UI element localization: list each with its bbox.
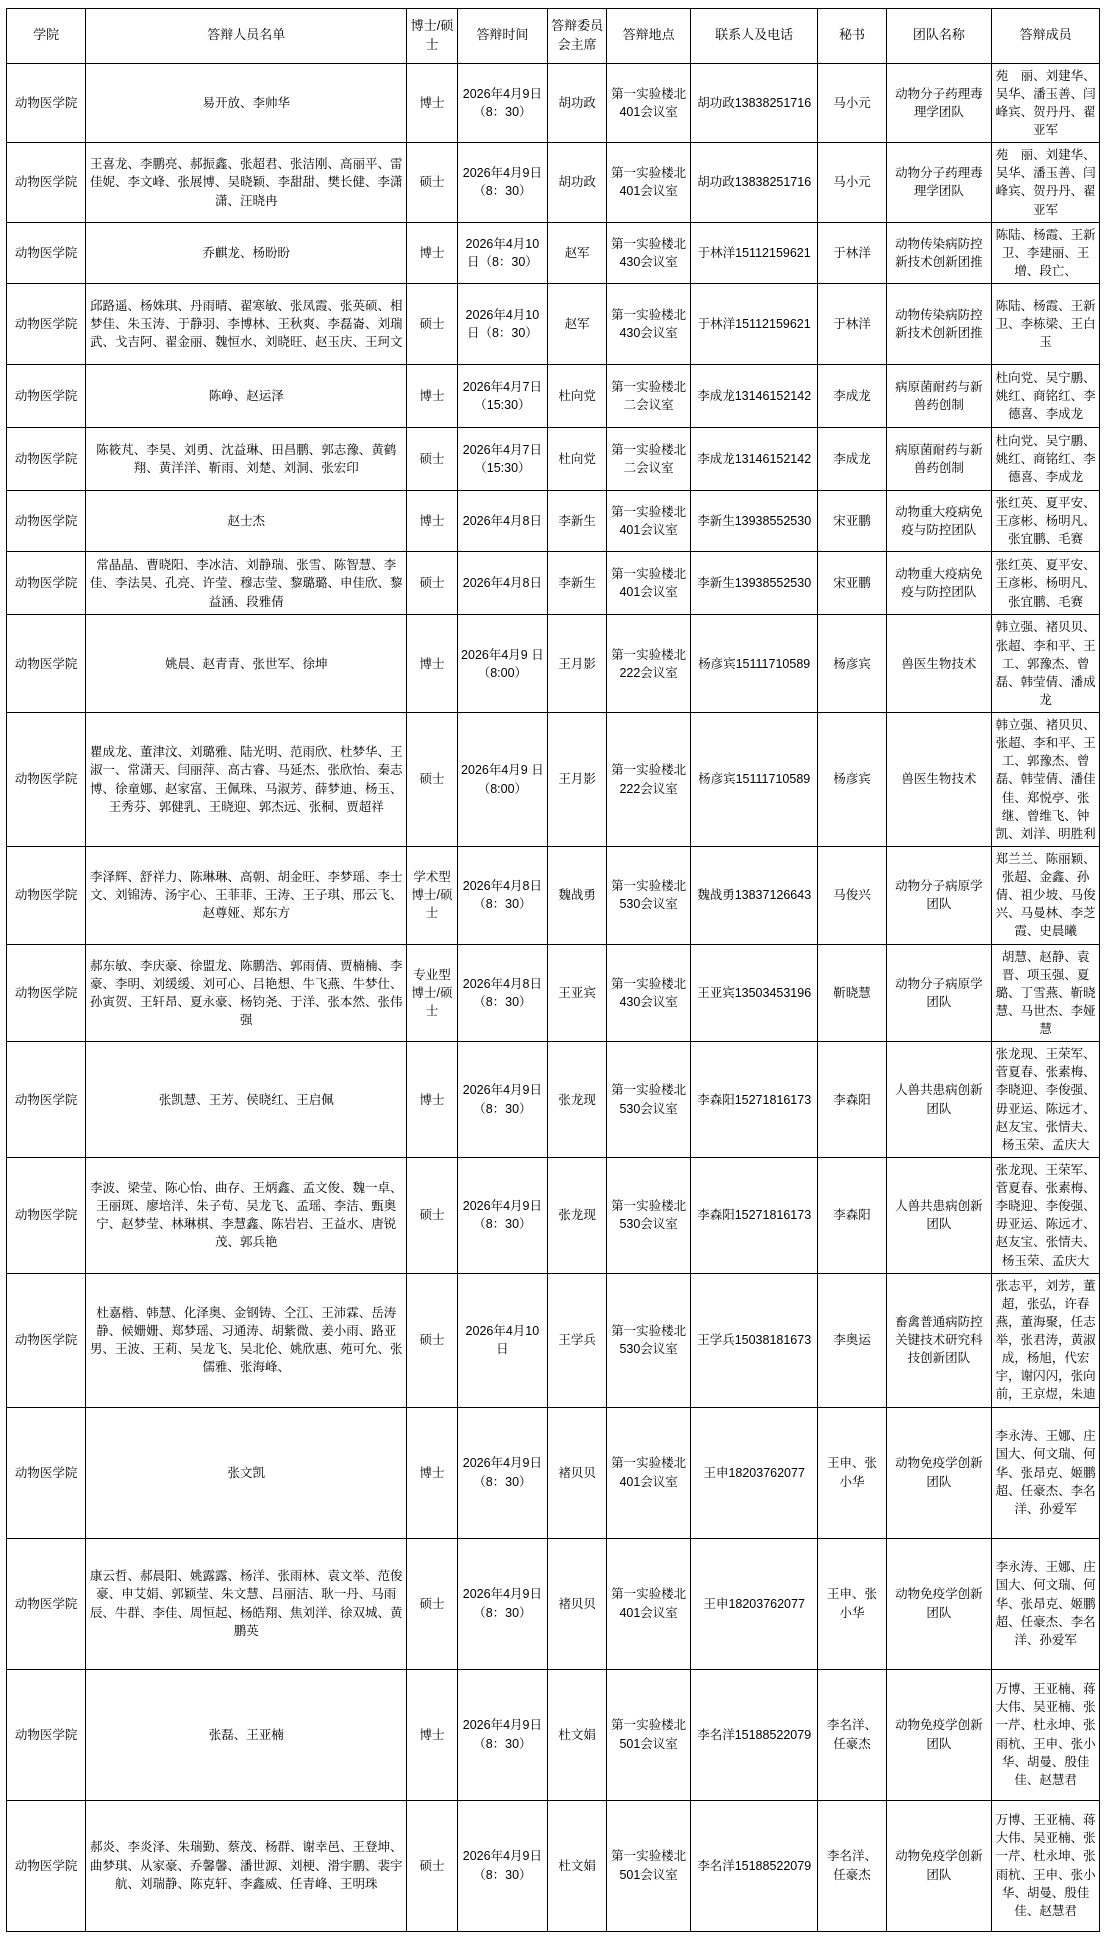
cell-degree: 博士	[407, 1669, 458, 1800]
cell-degree: 博士	[407, 1407, 458, 1538]
header-college: 学院	[7, 9, 86, 64]
cell-time: 2026年4月9日（8：30）	[457, 1669, 547, 1800]
table-row	[7, 552, 1100, 615]
cell-time: 2026年4月10日	[457, 1273, 547, 1407]
cell-time: 2026年4月9日（8：30）	[457, 1042, 547, 1158]
cell-place: 第一实验楼北530会议室	[607, 1157, 691, 1273]
cell-secretary: 李森阳	[818, 1157, 886, 1273]
header-members: 答辩成员	[992, 9, 1100, 64]
cell-place: 第一实验楼北401会议室	[607, 491, 691, 552]
cell-secretary: 马小元	[818, 143, 886, 223]
thesis-defense-table	[6, 8, 1100, 1932]
cell-team: 病原菌耐药与新兽药创制	[886, 428, 992, 491]
cell-contact: 李新生13938552530	[690, 552, 818, 615]
cell-students: 张文凯	[86, 1407, 407, 1538]
cell-members: 胡慧、赵静、袁晋、项玉强、夏璐、丁雪燕、靳晓慧、马世杰、李娅慧	[992, 944, 1100, 1042]
table-row	[7, 1273, 1100, 1407]
cell-time: 2026年4月9 日（8:00）	[457, 713, 547, 847]
cell-contact: 王申18203762077	[690, 1538, 818, 1669]
cell-contact: 李森阳15271816173	[690, 1042, 818, 1158]
table-row	[7, 944, 1100, 1042]
cell-college: 动物医学院	[7, 1273, 86, 1407]
cell-time: 2026年4月10日（8：30）	[457, 222, 547, 283]
cell-secretary: 马俊兴	[818, 846, 886, 944]
cell-students: 王喜龙、李鹏亮、郝振鑫、张超君、张洁刚、高丽平、雷佳妮、李文峰、张展博、吴晓颖、李甜甜、樊长健、李潇潇、汪晓冉	[86, 143, 407, 223]
header-team: 团队名称	[886, 9, 992, 64]
cell-place: 第一实验楼北430会议室	[607, 222, 691, 283]
cell-secretary: 李名洋、任豪杰	[818, 1800, 886, 1931]
cell-college: 动物医学院	[7, 1800, 86, 1931]
table-row	[7, 846, 1100, 944]
cell-college: 动物医学院	[7, 222, 86, 283]
cell-chair: 杜向党	[547, 428, 606, 491]
cell-place: 第一实验楼北222会议室	[607, 713, 691, 847]
cell-students: 赵士杰	[86, 491, 407, 552]
cell-members: 万博、王亚楠、蒋大伟、吴亚楠、张一芹、杜永坤、张雨杭、王申、张小华、胡曼、殷佳佳、赵慧君	[992, 1669, 1100, 1800]
cell-team: 兽医生物技术	[886, 615, 992, 713]
cell-place: 第一实验楼北501会议室	[607, 1800, 691, 1931]
table-row	[7, 143, 1100, 223]
table-row	[7, 491, 1100, 552]
cell-time: 2026年4月9日（8：30）	[457, 1157, 547, 1273]
cell-college: 动物医学院	[7, 846, 86, 944]
cell-college: 动物医学院	[7, 944, 86, 1042]
cell-college: 动物医学院	[7, 491, 86, 552]
cell-team: 动物分子病原学团队	[886, 944, 992, 1042]
table-body	[7, 63, 1100, 1931]
cell-chair: 张龙现	[547, 1042, 606, 1158]
cell-contact: 李新生13938552530	[690, 491, 818, 552]
cell-students: 康云哲、郝晨阳、姚露露、杨洋、张雨林、袁文举、范俊豪、申艾娟、郭颖莹、朱文慧、吕丽洁、耿一丹、马雨辰、牛群、李佳、周恒起、杨皓翔、焦刘洋、徐双城、黄鹏英	[86, 1538, 407, 1669]
cell-members: 李永涛、王娜、庄国大、何文瑞、何华、张昂克、姬鹏超、任豪杰、李名洋、孙爱军	[992, 1538, 1100, 1669]
cell-contact: 胡功政13838251716	[690, 143, 818, 223]
cell-team: 动物分子药理毒理学团队	[886, 63, 992, 143]
cell-team: 人兽共患病创新团队	[886, 1042, 992, 1158]
cell-students: 李泽辉、舒祥力、陈琳琳、高朝、胡金旺、李梦瑶、李士文、刘锦涛、汤宇心、王菲菲、王涛、王子琪、邢云飞、赵尊娅、郑东方	[86, 846, 407, 944]
cell-secretary: 李名洋、任豪杰	[818, 1669, 886, 1800]
cell-college: 动物医学院	[7, 1157, 86, 1273]
cell-students: 瞿成龙、董津汶、刘璐雅、陆光明、范雨欣、杜梦华、王淑一、常潇天、闫丽萍、高古睿、马延杰、张欣怡、秦志博、徐童娜、赵家富、王佩珠、马淑芳、薛梦迪、杨玉、王秀芬、郭健乳、王晓迎、郭杰远、张桐、贾超祥	[86, 713, 407, 847]
cell-students: 张凯慧、王芳、侯晓红、王启佩	[86, 1042, 407, 1158]
cell-team: 动物免疫学创新团队	[886, 1407, 992, 1538]
cell-chair: 王亚宾	[547, 944, 606, 1042]
cell-degree: 硕士	[407, 284, 458, 365]
cell-time: 2026年4月9日（8：30）	[457, 1538, 547, 1669]
cell-chair: 杜向党	[547, 365, 606, 428]
cell-secretary: 杨彦宾	[818, 713, 886, 847]
cell-members: 陈陆、杨霞、王新卫、李建丽、王增、段亡、	[992, 222, 1100, 283]
table-row	[7, 222, 1100, 283]
header-time: 答辩时间	[457, 9, 547, 64]
cell-members: 杜向党、吴宁鹏、姚红、商铭红、李德喜、李成龙	[992, 428, 1100, 491]
cell-contact: 李成龙13146152142	[690, 428, 818, 491]
cell-college: 动物医学院	[7, 552, 86, 615]
cell-chair: 王学兵	[547, 1273, 606, 1407]
cell-time: 2026年4月7日（15:30）	[457, 365, 547, 428]
cell-secretary: 李成龙	[818, 428, 886, 491]
cell-degree: 博士	[407, 1042, 458, 1158]
cell-contact: 王学兵15038181673	[690, 1273, 818, 1407]
cell-contact: 李名洋15188522079	[690, 1669, 818, 1800]
cell-members: 万博、王亚楠、蒋大伟、吴亚楠、张一芹、杜永坤、张雨杭、王申、张小华、胡曼、殷佳佳、赵慧君	[992, 1800, 1100, 1931]
cell-college: 动物医学院	[7, 365, 86, 428]
cell-chair: 褚贝贝	[547, 1538, 606, 1669]
cell-degree: 硕士	[407, 1800, 458, 1931]
cell-team: 病原菌耐药与新兽药创制	[886, 365, 992, 428]
cell-college: 动物医学院	[7, 1407, 86, 1538]
table-row	[7, 1042, 1100, 1158]
cell-time: 2026年4月9日（8：30）	[457, 143, 547, 223]
cell-team: 兽医生物技术	[886, 713, 992, 847]
cell-team: 动物重大疫病免疫与防控团队	[886, 491, 992, 552]
cell-students: 杜嘉楷、韩慧、化泽奥、金钢铸、仝江、王沛霖、岳涛静、候姗姗、郑梦瑶、习通涛、胡紫微、姜小雨、路亚男、王波、王莉、吴龙飞、吴北伦、姚欣惠、苑可允、张儒雅、张海峰、	[86, 1273, 407, 1407]
cell-time: 2026年4月8日（8：30）	[457, 944, 547, 1042]
cell-place: 第一实验楼北501会议室	[607, 1669, 691, 1800]
table-row	[7, 713, 1100, 847]
cell-students: 姚晨、赵青青、张世军、徐坤	[86, 615, 407, 713]
cell-time: 2026年4月9日（8：30）	[457, 1407, 547, 1538]
cell-contact: 魏战勇13837126643	[690, 846, 818, 944]
cell-time: 2026年4月10日（8：30）	[457, 284, 547, 365]
cell-college: 动物医学院	[7, 1538, 86, 1669]
cell-time: 2026年4月9日（8：30）	[457, 1800, 547, 1931]
cell-degree: 硕士	[407, 1273, 458, 1407]
cell-college: 动物医学院	[7, 143, 86, 223]
cell-contact: 王亚宾13503453196	[690, 944, 818, 1042]
cell-degree: 博士	[407, 63, 458, 143]
cell-degree: 专业型博士/硕士	[407, 944, 458, 1042]
cell-members: 苑 丽、刘建华、吴华、潘玉善、闫峰宾、贺丹丹、翟亚军	[992, 63, 1100, 143]
table-row	[7, 284, 1100, 365]
table-row	[7, 365, 1100, 428]
cell-members: 张红英、夏平安、王彦彬、杨明凡、张宜鹏、毛赛	[992, 491, 1100, 552]
cell-degree: 硕士	[407, 1157, 458, 1273]
cell-place: 第一实验楼北401会议室	[607, 1407, 691, 1538]
cell-chair: 褚贝贝	[547, 1407, 606, 1538]
cell-chair: 赵军	[547, 284, 606, 365]
cell-place: 第一实验楼北401会议室	[607, 143, 691, 223]
cell-contact: 王申18203762077	[690, 1407, 818, 1538]
cell-team: 动物重大疫病免疫与防控团队	[886, 552, 992, 615]
cell-members: 张红英、夏平安、王彦彬、杨明凡、张宜鹏、毛赛	[992, 552, 1100, 615]
cell-time: 2026年4月8日	[457, 552, 547, 615]
cell-secretary: 杨彦宾	[818, 615, 886, 713]
cell-secretary: 李成龙	[818, 365, 886, 428]
cell-chair: 张龙现	[547, 1157, 606, 1273]
cell-secretary: 马小元	[818, 63, 886, 143]
cell-secretary: 宋亚鹏	[818, 552, 886, 615]
cell-team: 动物免疫学创新团队	[886, 1538, 992, 1669]
cell-chair: 杜文娟	[547, 1800, 606, 1931]
cell-chair: 魏战勇	[547, 846, 606, 944]
cell-contact: 杨彦宾15111710589	[690, 615, 818, 713]
cell-chair: 李新生	[547, 491, 606, 552]
cell-time: 2026年4月7日（15:30）	[457, 428, 547, 491]
cell-degree: 博士	[407, 222, 458, 283]
cell-degree: 硕士	[407, 143, 458, 223]
cell-chair: 杜文娟	[547, 1669, 606, 1800]
cell-place: 第一实验楼北430会议室	[607, 284, 691, 365]
cell-secretary: 靳晓慧	[818, 944, 886, 1042]
cell-contact: 李名洋15188522079	[690, 1800, 818, 1931]
cell-place: 第一实验楼北二会议室	[607, 428, 691, 491]
cell-time: 2026年4月9 日（8:00）	[457, 615, 547, 713]
cell-secretary: 李奥运	[818, 1273, 886, 1407]
cell-place: 第一实验楼北222会议室	[607, 615, 691, 713]
cell-college: 动物医学院	[7, 284, 86, 365]
cell-contact: 李成龙13146152142	[690, 365, 818, 428]
cell-contact: 杨彦宾15111710589	[690, 713, 818, 847]
cell-students: 陈峥、赵运泽	[86, 365, 407, 428]
cell-college: 动物医学院	[7, 615, 86, 713]
table-row	[7, 1407, 1100, 1538]
cell-members: 韩立强、褚贝贝、张超、李和平、王工、郭豫杰、曾磊、韩莹倩、潘成龙	[992, 615, 1100, 713]
cell-students: 郝炎、李炎泽、朱瑞勤、蔡茂、杨群、谢幸邑、王登坤、曲梦琪、从家豪、乔馨馨、潘世源、刘梗、滑宇鹏、裴宇航、刘瑞静、陈克轩、李鑫威、任青峰、王明珠	[86, 1800, 407, 1931]
cell-students: 张磊、王亚楠	[86, 1669, 407, 1800]
cell-place: 第一实验楼北530会议室	[607, 846, 691, 944]
cell-college: 动物医学院	[7, 1669, 86, 1800]
cell-chair: 胡功政	[547, 143, 606, 223]
header-secretary: 秘书	[818, 9, 886, 64]
cell-college: 动物医学院	[7, 713, 86, 847]
cell-contact: 李森阳15271816173	[690, 1157, 818, 1273]
table-row	[7, 615, 1100, 713]
cell-team: 人兽共患病创新团队	[886, 1157, 992, 1273]
table-row	[7, 428, 1100, 491]
cell-students: 易开放、李帅华	[86, 63, 407, 143]
cell-place: 第一实验楼北430会议室	[607, 944, 691, 1042]
table-row	[7, 1538, 1100, 1669]
table-row	[7, 1669, 1100, 1800]
header-students: 答辩人员名单	[86, 9, 407, 64]
cell-time: 2026年4月8日（8：30）	[457, 846, 547, 944]
cell-members: 郑兰兰、陈丽颖、张超、金鑫、孙倩、祖少坡、马俊兴、马曼林、李芝霞、史晨曦	[992, 846, 1100, 944]
cell-place: 第一实验楼北530会议室	[607, 1042, 691, 1158]
cell-members: 杜向党、吴宁鹏、姚红、商铭红、李德喜、李成龙	[992, 365, 1100, 428]
cell-college: 动物医学院	[7, 428, 86, 491]
cell-place: 第一实验楼北二会议室	[607, 365, 691, 428]
cell-time: 2026年4月8日	[457, 491, 547, 552]
cell-place: 第一实验楼北401会议室	[607, 63, 691, 143]
cell-time: 2026年4月9日（8：30）	[457, 63, 547, 143]
cell-secretary: 李森阳	[818, 1042, 886, 1158]
table-row	[7, 63, 1100, 143]
cell-members: 张龙现、王荣军、菅夏春、张素梅、李晓迎、李俊强、毋亚运、陈远才、赵友宝、张情夫、杨玉荣、孟庆大	[992, 1042, 1100, 1158]
cell-degree: 硕士	[407, 428, 458, 491]
cell-students: 常晶晶、曹晓阳、李冰洁、刘静瑞、张雪、陈智慧、李佳、李法昊、孔亮、许莹、穆志莹、黎璐璐、申佳欣、黎益涵、段雅倩	[86, 552, 407, 615]
table-row	[7, 1800, 1100, 1931]
table-row	[7, 1157, 1100, 1273]
cell-team: 动物传染病防控新技术创新团推	[886, 222, 992, 283]
cell-secretary: 于林洋	[818, 284, 886, 365]
cell-members: 韩立强、褚贝贝、张超、李和平、王工、郭豫杰、曾磊、韩莹倩、潘佳佳、郑悦亭、张继、曾维飞、钟凯、刘洋、明胜利	[992, 713, 1100, 847]
cell-members: 陈陆、杨霞、王新卫、李栋梁、王白玉	[992, 284, 1100, 365]
cell-chair: 李新生	[547, 552, 606, 615]
cell-students: 李波、梁莹、陈心怡、曲存、王炳鑫、孟文俊、魏一卓、王丽斑、廖培洋、朱子荀、吴龙飞、孟瑶、李洁、甄奥宁、赵梦莹、林琳棋、李慧鑫、陈岩岩、王益水、唐锐茂、郭兵艳	[86, 1157, 407, 1273]
cell-members: 李永涛、王娜、庄国大、何文瑞、何华、张昂克、姬鹏超、任豪杰、李名洋、孙爱军	[992, 1407, 1100, 1538]
cell-students: 郝东敏、李庆豪、徐盟龙、陈鹏浩、郭雨倩、贾楠楠、李豪、李明、刘缓缓、刘可心、吕艳想、牛飞燕、牛梦仕、孙寅贺、王轩昂、夏永豪、杨钧尧、于洋、张本然、张伟强	[86, 944, 407, 1042]
cell-team: 动物免疫学创新团队	[886, 1669, 992, 1800]
cell-secretary: 宋亚鹏	[818, 491, 886, 552]
cell-team: 动物免疫学创新团队	[886, 1800, 992, 1931]
cell-college: 动物医学院	[7, 63, 86, 143]
header-place: 答辩地点	[607, 9, 691, 64]
cell-team: 动物分子药理毒理学团队	[886, 143, 992, 223]
cell-students: 乔麒龙、杨盼盼	[86, 222, 407, 283]
header-chair: 答辩委员会主席	[547, 9, 606, 64]
cell-degree: 硕士	[407, 713, 458, 847]
cell-members: 张志平，刘芳，董超，张弘，许春燕，董海聚，任志举，张君涛，黄淑成，杨旭，代宏宇，谢闪闪，张向前，王京煜，朱迪	[992, 1273, 1100, 1407]
cell-degree: 硕士	[407, 552, 458, 615]
cell-degree: 博士	[407, 491, 458, 552]
header-contact: 联系人及电话	[690, 9, 818, 64]
cell-students: 陈筱芃、李昊、刘勇、沈益琳、田昌鹏、郭志豫、黄鹤翔、黄洋洋、靳雨、刘楚、刘洞、张宏印	[86, 428, 407, 491]
cell-students: 邱路遥、杨姝琪、丹雨晴、翟寒敏、张凤霞、张英硕、相梦佳、朱玉涛、于静羽、李博林、王秋爽、李磊崙、刘瑞武、戈吉阿、翟金丽、魏恒水、刘晓旺、赵玉庆、王珂文	[86, 284, 407, 365]
cell-college: 动物医学院	[7, 1042, 86, 1158]
table-header-row	[7, 9, 1100, 64]
cell-degree: 硕士	[407, 1538, 458, 1669]
cell-secretary: 王申、张小华	[818, 1538, 886, 1669]
cell-members: 苑 丽、刘建华、吴华、潘玉善、闫峰宾、贺丹丹、翟亚军	[992, 143, 1100, 223]
cell-chair: 王月影	[547, 615, 606, 713]
cell-team: 畜禽普通病防控关键技术研究科技创新团队	[886, 1273, 992, 1407]
cell-contact: 于林洋15112159621	[690, 284, 818, 365]
cell-members: 张龙现、王荣军、菅夏春、张素梅、李晓迎、李俊强、毋亚运、陈远才、赵友宝、张情夫、杨玉荣、孟庆大	[992, 1157, 1100, 1273]
cell-degree: 学术型博士/硕士	[407, 846, 458, 944]
cell-team: 动物传染病防控新技术创新团推	[886, 284, 992, 365]
cell-contact: 于林洋15112159621	[690, 222, 818, 283]
cell-chair: 王月影	[547, 713, 606, 847]
cell-secretary: 于林洋	[818, 222, 886, 283]
cell-place: 第一实验楼北401会议室	[607, 1538, 691, 1669]
cell-chair: 赵军	[547, 222, 606, 283]
cell-chair: 胡功政	[547, 63, 606, 143]
cell-place: 第一实验楼北530会议室	[607, 1273, 691, 1407]
cell-degree: 博士	[407, 615, 458, 713]
cell-secretary: 王申、张小华	[818, 1407, 886, 1538]
cell-team: 动物分子病原学团队	[886, 846, 992, 944]
cell-degree: 博士	[407, 365, 458, 428]
header-degree: 博士/硕士	[407, 9, 458, 64]
cell-contact: 胡功政13838251716	[690, 63, 818, 143]
cell-place: 第一实验楼北401会议室	[607, 552, 691, 615]
